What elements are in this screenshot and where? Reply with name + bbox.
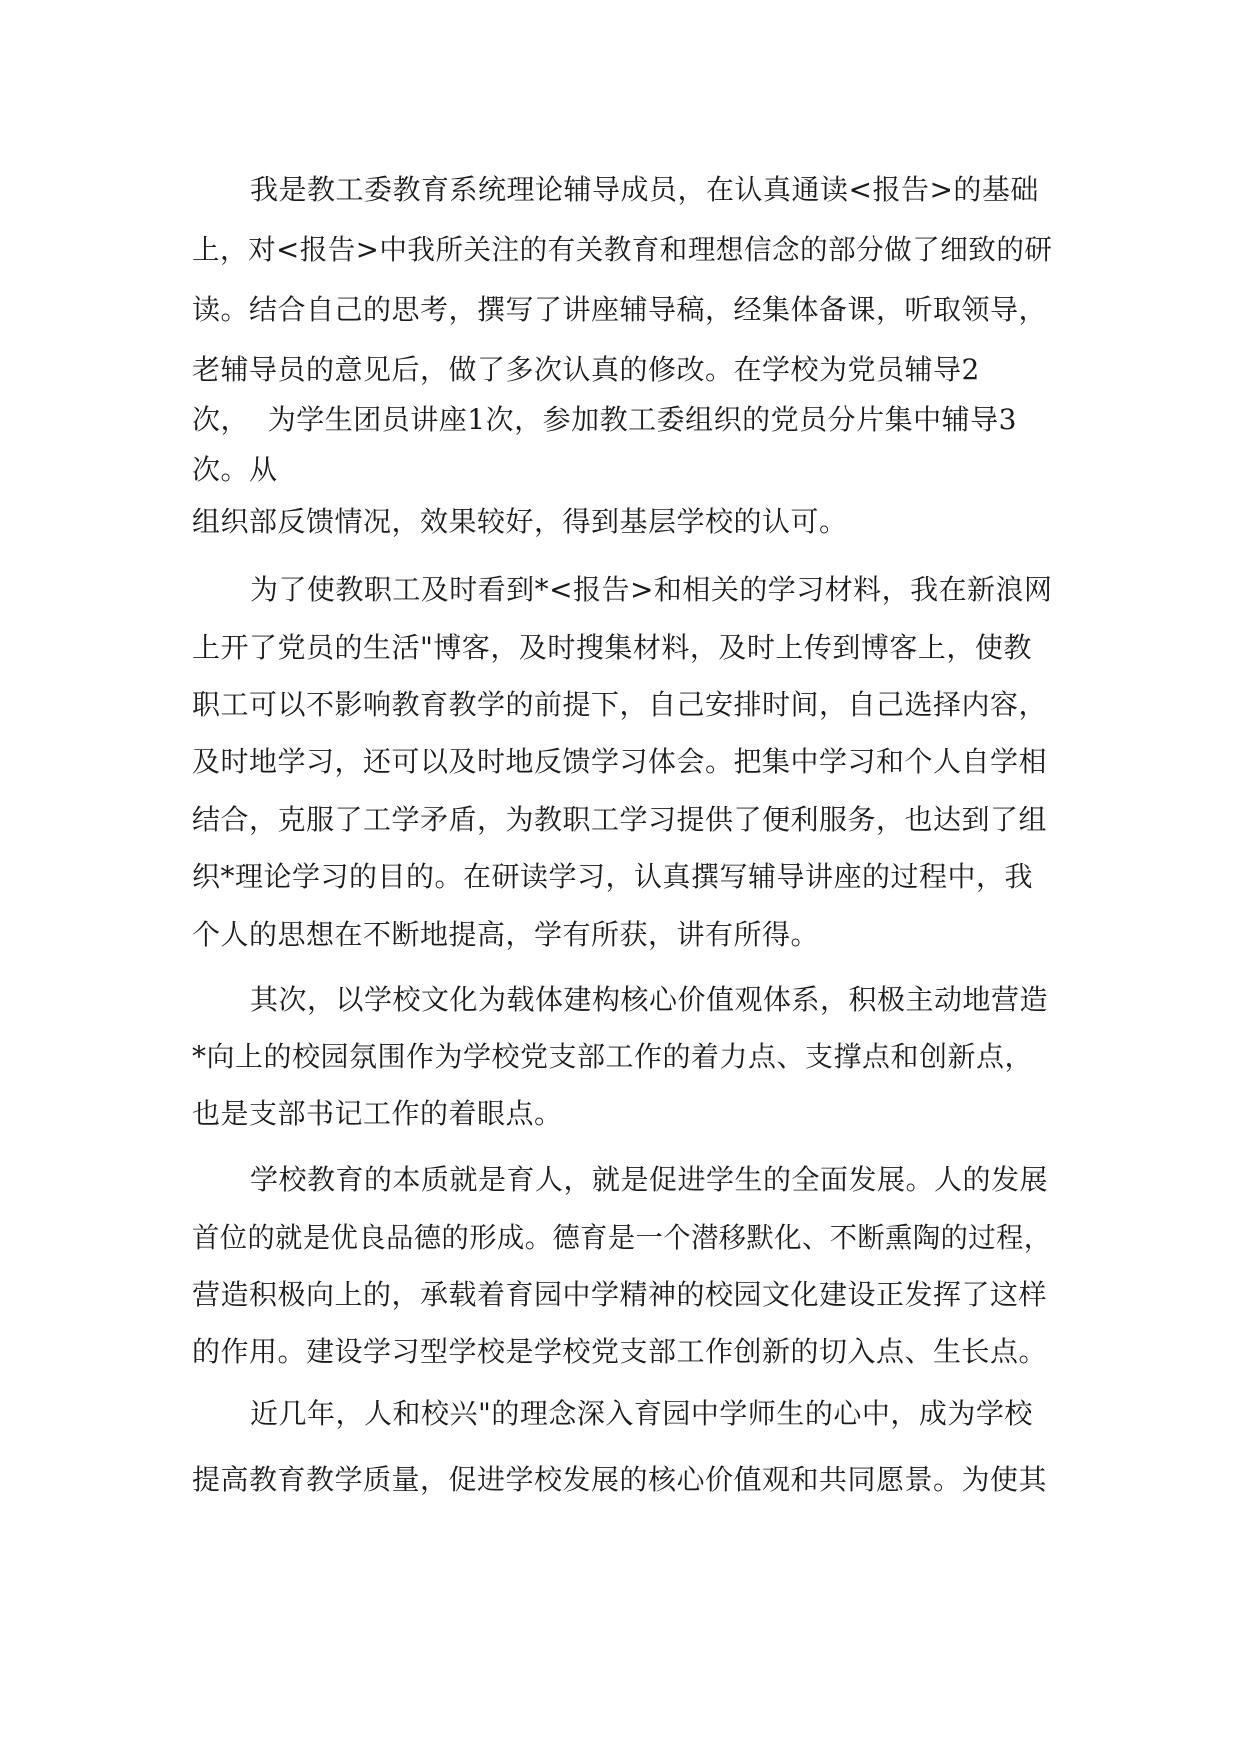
- text-line: 首位的就是优良品德的形成。德育是一个潜移默化、不断熏陶的过程，: [192, 1221, 1052, 1254]
- text-line: 我是教工委教育系统理论辅导成员，在认真通读<报告>的基础: [250, 173, 1039, 206]
- text-line: 及时地学习，还可以及时地反馈学习体会。把集中学习和个人自学相: [192, 745, 1048, 778]
- text-line: 其次，以学校文化为载体建构核心价值观体系，积极主动地营造: [250, 983, 1049, 1016]
- text-line: 老辅导员的意见后，做了多次认真的修改。在学校为党员辅导2: [192, 353, 980, 386]
- text-line: 的作用。建设学习型学校是学校党支部工作创新的切入点、生长点。: [192, 1335, 1048, 1368]
- text-line: 个人的思想在不断地提高，学有所获，讲有所得。: [192, 918, 820, 951]
- text-line: 读。结合自己的思考，撰写了讲座辅导稿，经集体备课，听取领导，: [192, 293, 1048, 326]
- text-line: 上开了党员的生活"博客，及时搜集材料，及时上传到博客上，使教: [192, 631, 1032, 664]
- text-line: 织*理论学习的目的。在研读学习，认真撰写辅导讲座的过程中，我: [192, 860, 1034, 893]
- text-line: 近几年，人和校兴"的理念深入育园中学师生的心中，成为学校: [250, 1397, 1033, 1430]
- text-line: *向上的校园氛围作为学校党支部工作的着力点、支撑点和创新点，: [192, 1040, 1034, 1073]
- text-line: 次。从: [192, 453, 278, 486]
- text-line: 也是支部书记工作的着眼点。: [192, 1097, 563, 1130]
- text-line: 组织部反馈情况，效果较好，得到基层学校的认可。: [192, 505, 848, 538]
- text-line: 次， 为学生团员讲座1次，参加教工委组织的党员分片集中辅导3: [192, 403, 1017, 436]
- text-line: 上，对<报告>中我所关注的有关教育和理想信念的部分做了细致的研: [192, 233, 1053, 266]
- text-line: 营造积极向上的，承载着育园中学精神的校园文化建设正发挥了这样: [192, 1278, 1048, 1311]
- text-line: 结合，克服了工学矛盾，为教职工学习提供了便利服务，也达到了组: [192, 803, 1048, 836]
- text-line: 为了使教职工及时看到*<报告>和相关的学习材料，我在新浪网: [250, 573, 1053, 606]
- text-line: 职工可以不影响教育教学的前提下，自己安排时间，自己选择内容，: [192, 688, 1048, 721]
- text-line: 学校教育的本质就是育人，就是促进学生的全面发展。人的发展: [250, 1163, 1049, 1196]
- text-line: 提高教育教学质量，促进学校发展的核心价值观和共同愿景。为使其: [192, 1463, 1048, 1496]
